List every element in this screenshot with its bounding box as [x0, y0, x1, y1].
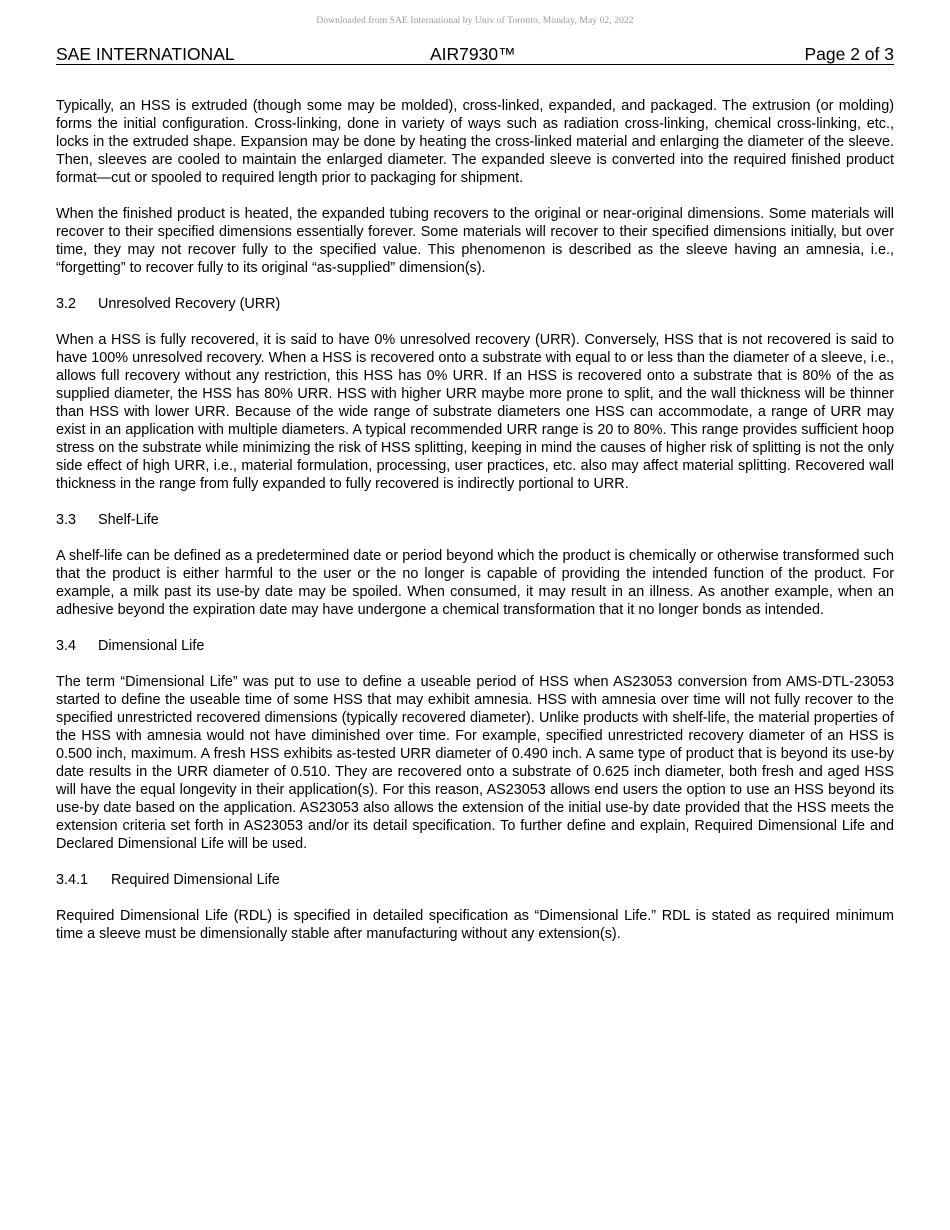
section-heading-3-2	[56, 295, 894, 313]
header-document-id: AIR7930™	[430, 44, 516, 64]
section-heading-3-4-1	[56, 871, 894, 889]
page-header	[56, 44, 894, 65]
section-number: 3.2	[56, 296, 77, 312]
section-title: Shelf-Life	[98, 512, 159, 528]
section-number: 3.3	[56, 512, 77, 528]
section-title: Unresolved Recovery (URR)	[98, 296, 281, 312]
header-organization: SAE INTERNATIONAL	[56, 44, 235, 64]
document-body	[56, 97, 894, 961]
paragraph-recovery-amnesia: When the finished product is heated, the expanded tubing recovers to the original or near-original dimensions. Some materials will recover to their specified dimensions essentially forever. Some materials will recover to their specified dimensions initially, but over time, they may not recover fully to the specified value. This phenomenon is described as the sleeve having an amnesia, i.e., “forgetting” to recover fully to its original “as-supplied” dimension(s).	[56, 206, 894, 276]
paragraph-hss-process: Typically, an HSS is extruded (though some may be molded), cross-linked, expanded, and packaged. The extrusion (or molding) forms the initial configuration. Cross-linking, done in variety of ways such as radiation cross-linking, chemical cross-linking, etc., locks in the extruded shape. Expansion may be done by heating the cross-linked material and enlarging the diameter of the sleeve. Then, sleeves are cooled to maintain the enlarged diameter. The expanded sleeve is converted into the required finished product format—cut or spooled to required length prior to packaging for shipment.	[56, 98, 894, 186]
section-number: 3.4	[56, 638, 77, 654]
paragraph-dimensional-life: The term “Dimensional Life” was put to use to define a useable period of HSS when AS23053 conversion from AMS-DTL-23053 started to define the useable time of some HSS that may exhibit amnesia. HSS with amnesia over time will not fully recover to the specified unrestricted recovered dimensions (typically recovered diameter). Unlike products with shelf-life, the material properties of the HSS with amnesia would not have diminished over time. For example, specified unrestricted recovery diameter of an HSS is 0.500 inch, maximum. A fresh HSS exhibits as-tested URR diameter of 0.490 inch. A same type of product that is beyond its use-by date results in the URR diameter of 0.510. They are recovered onto a substrate of 0.625 inch diameter, both fresh and aged HSS will have the equal longevity in their application(s). For this reason, AS23053 allows end users the option to use an HSS beyond its use-by date based on the application. AS23053 also allows the extension of the initial use-by date provided that the HSS meets the extension criteria set forth in AS23053 and/or its detail specification. To further define and explain, Required Dimensional Life and Declared Dimensional Life will be used.	[56, 674, 894, 852]
section-title: Dimensional Life	[98, 638, 205, 654]
header-page-number: Page 2 of 3	[804, 44, 894, 64]
section-number: 3.4.1	[56, 872, 89, 888]
section-title: Required Dimensional Life	[111, 872, 280, 888]
section-heading-3-4	[56, 637, 894, 655]
paragraph-unresolved-recovery: When a HSS is fully recovered, it is said to have 0% unresolved recovery (URR). Conversely, HSS that is not recovered is said to have 100% unresolved recovery. When a HSS is recovered onto a substrate with equal to or less than the diameter of a sleeve, i.e., allows full recovery without any restriction, this HSS has 0% URR. If an HSS is recovered onto a substrate that is 80% of the as supplied diameter, the HSS has 80% URR. HSS with higher URR maybe more prone to split, and the wall thickness will be thinner than HSS with lower URR. Because of the wide range of substrate diameters one HSS can accommodate, a range of URR may exist in an application with multiple diameters. A typical recommended URR range is 20 to 80%. This range provides sufficient hoop stress on the substrate while minimizing the risk of HSS splitting, keeping in mind the causes of higher risk of splitting is not the only side effect of high URR, i.e., material formulation, processing, user practices, etc. also may affect material splitting. Recovered wall thickness in the range from fully expanded to fully recovered is indirectly portional to URR.	[56, 332, 894, 492]
download-watermark: Downloaded from SAE International by Univ of Toronto, Monday, May 02, 2022	[316, 16, 634, 26]
paragraph-required-dimensional-life: Required Dimensional Life (RDL) is specified in detailed specification as “Dimensional Life.” RDL is stated as required minimum time a sleeve must be dimensionally stable after manufacturing without any extension(s).	[56, 908, 894, 942]
paragraph-shelf-life: A shelf-life can be defined as a predetermined date or period beyond which the product is chemically or otherwise transformed such that the product is either harmful to the user or the no longer is capable of providing the intended function of the product. For example, a milk past its use-by date may be spoiled. When consumed, it may result in an illness. As another example, when an adhesive beyond the expiration date may have undergone a chemical transformation that it no longer bonds as intended.	[56, 548, 894, 618]
section-heading-3-3	[56, 511, 894, 529]
